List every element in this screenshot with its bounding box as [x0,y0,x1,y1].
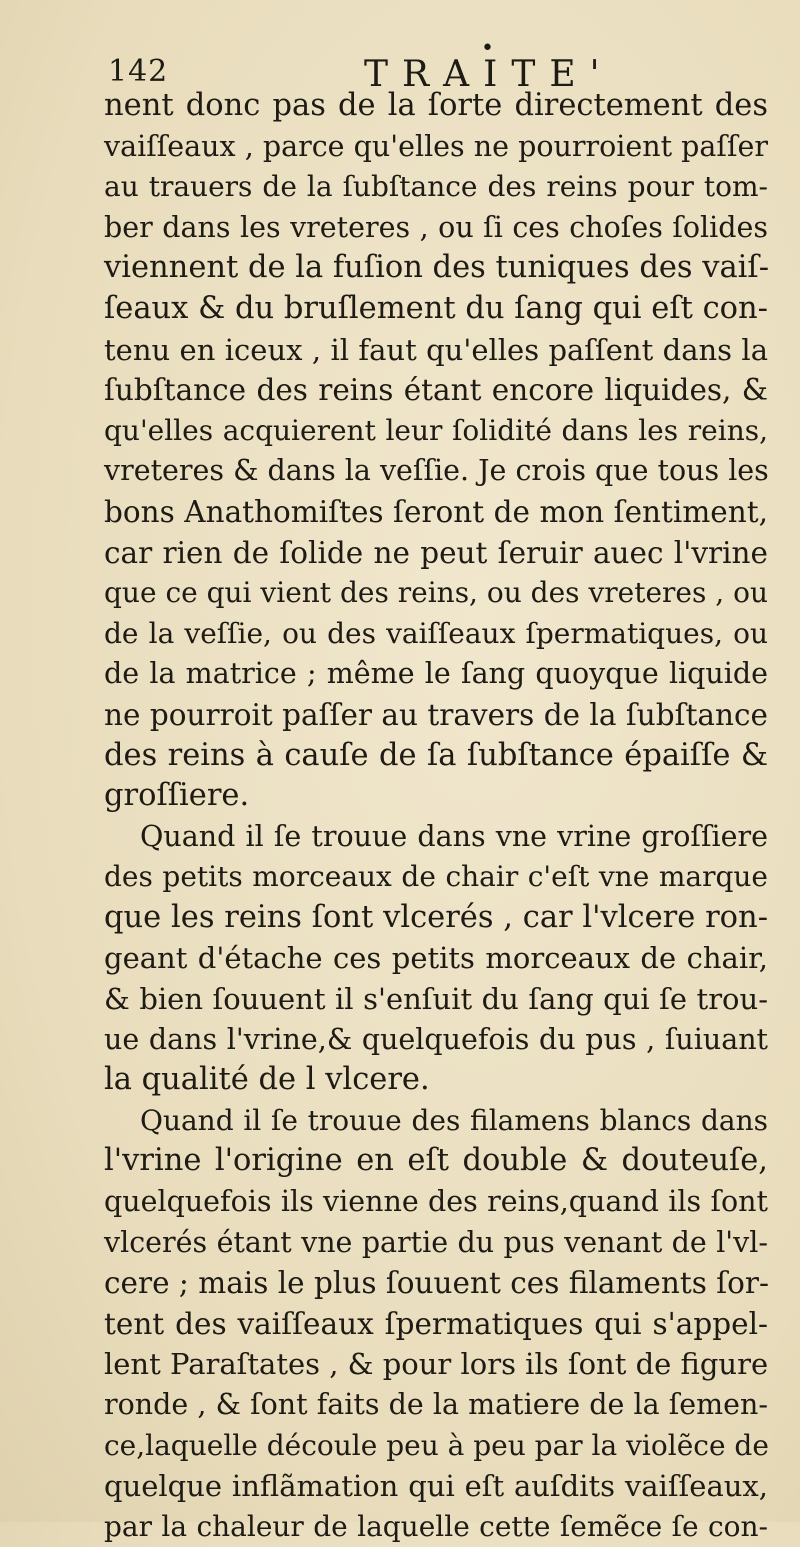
text-line: geant d'étache ces petits morceaux de chair, [104,941,768,976]
text-line: nent donc pas de la ſorte directement des [104,88,768,123]
text-line: ſubſtance des reins étant encore liquides, & [104,373,768,408]
text-line: ce,laquelle découle peu à peu par la violẽce de [104,1428,769,1462]
paragraph-start-line: Quand il ſe trouue dans vne vrine groſſiere [140,819,768,853]
body-text [104,86,768,1547]
text-line: vreteres & dans la veſſie. Je crois que tous les [104,454,769,488]
text-line: de la veſſie, ou des vaiſſeaux ſpermatiques, ou [104,616,768,650]
paragraph-start-line: Quand il ſe trouue des filamens blancs dans [140,1103,768,1137]
text-line: lent Paraſtates , & pour lors ils ſont de figure [104,1347,769,1382]
text-line: par la chaleur de laquelle cette ſemẽce ſe con- [104,1509,768,1543]
text-line: bons Anathomiſtes ſeront de mon ſentiment, [104,494,768,529]
text-line: vaiſſeaux , parce qu'elles ne pourroient paſſer [104,129,768,163]
text-line: ne pourroit paſſer au travers de la ſubſtance [104,697,768,732]
text-line: car rien de ſolide ne peut ſeruir auec l'vrine [104,535,768,570]
text-line: tenu en iceux , il faut qu'elles paſſent dans la [104,332,768,367]
text-line: quelque inflãmation qui eſt auſdits vaiſſeaux, [104,1469,768,1504]
text-line: tent des vaiſſeaux ſpermatiques qui s'appel- [104,1306,768,1341]
page-number: 142 [108,54,169,89]
text-line: que les reins ſont vlcerés , car l'vlcere ron- [104,899,768,935]
text-line: vlcerés étant vne partie du pus venant de l'vl- [104,1225,768,1259]
text-line: viennent de la fuſion des tuniques des vaiſ- [104,250,770,286]
text-line: au trauers de la ſubſtance des reins pour tom- [104,170,768,204]
text-line: & bien ſouuent il s'enſuit du ſang qui ſe trou- [104,982,768,1017]
text-line: ronde , & ſont faits de la matiere de la ſemen- [104,1388,768,1421]
text-line: ue dans l'vrine,& quelquefois du pus , ſuiuant [104,1022,768,1056]
text-line: groſſiere. [104,778,250,814]
text-line: de la matrice ; même le ſang quoyque liquide [104,657,768,691]
header-ornament: • [481,36,494,61]
text-line: quelquefois ils vienne des reins,quand ils ſont [104,1185,768,1219]
text-line: cere ; mais le plus ſouuent ces filaments ſor- [104,1266,769,1301]
text-line: que ce qui vient des reins, ou des vreteres , ou [104,576,768,610]
running-title: TRAITE' [364,54,614,95]
text-line: la qualité de l vlcere. [104,1062,430,1098]
text-line: l'vrine l'origine en eſt double & douteuſe, [104,1143,768,1179]
text-line: des reins à cauſe de ſa ſubſtance épaiſſe & [104,737,768,773]
text-line: des petits morceaux de chair c'eſt vne marque [104,860,768,894]
text-line: qu'elles acquierent leur ſolidité dans les reins, [104,413,768,447]
text-line: ber dans les vreteres , ou ſi ces choſes ſolides [104,210,768,244]
text-line: ſeaux & du bruſlement du ſang qui eſt con- [104,290,768,326]
